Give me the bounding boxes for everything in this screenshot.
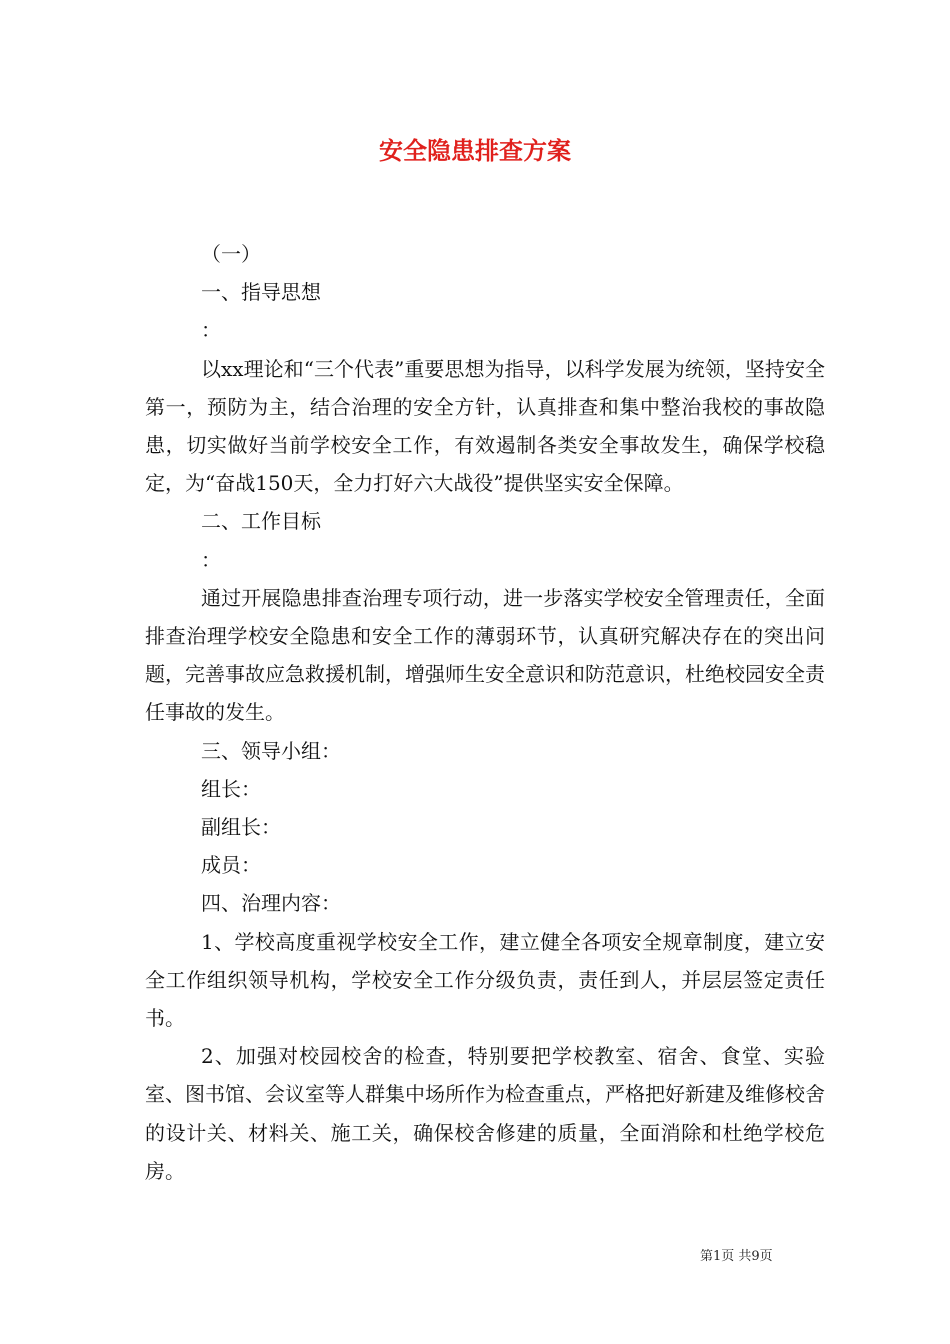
heading-work-goals: 二、工作目标 bbox=[201, 509, 321, 534]
leader-line: 组长： bbox=[201, 776, 261, 801]
colon-line: ： bbox=[201, 547, 221, 572]
colon-line: ： bbox=[201, 318, 221, 343]
heading-guiding-ideology: 一、指导思想 bbox=[201, 280, 321, 305]
heading-governance-content: 四、治理内容： bbox=[201, 891, 341, 916]
paragraph-guiding-ideology: 以xx理论和“三个代表”重要思想为指导，以科学发展为统领，坚持安全第一，预防为主，结合治理的安全方针，认真排查和集中整治我校的事故隐患，切实做好当前学校安全工作，有效遏制各类安全事故发生，确保学校稳定，为“奋战150天，全力打好六大战役”提供坚实安全保障。 bbox=[145, 356, 825, 496]
members-line: 成员： bbox=[201, 853, 261, 878]
page-number: 第1页 共9页 bbox=[700, 1249, 773, 1264]
list-item: 2、加强对校园校舍的检查，特别要把学校教室、宿舍、食堂、实验室、图书馆、会议室等人群集中场所作为检查重点，严格把好新建及维修校舍的设计关、材料关、施工关，确保校舍修建的质量，全面消除和杜绝学校危房。 bbox=[145, 1044, 825, 1183]
deputy-leader-line: 副组长： bbox=[201, 815, 281, 840]
list-item: 1、学校高度重视学校安全工作，建立健全各项安全规章制度，建立安全工作组织领导机构，学校安全工作分级负责，责任到人，并层层签定责任书。 bbox=[145, 929, 825, 1031]
paragraph-work-goals: 通过开展隐患排查治理专项行动，进一步落实学校安全管理责任，全面排查治理学校安全隐患和安全工作的薄弱环节，认真研究解决存在的突出问题，完善事故应急救援机制，增强师生安全意识和防范意识，杜绝校园安全责任事故的发生。 bbox=[145, 585, 825, 725]
section-number: （一） bbox=[201, 242, 261, 266]
document-title: 安全隐患排查方案 bbox=[379, 136, 571, 165]
heading-leadership-group: 三、领导小组： bbox=[201, 738, 341, 763]
document-body bbox=[145, 235, 825, 1190]
